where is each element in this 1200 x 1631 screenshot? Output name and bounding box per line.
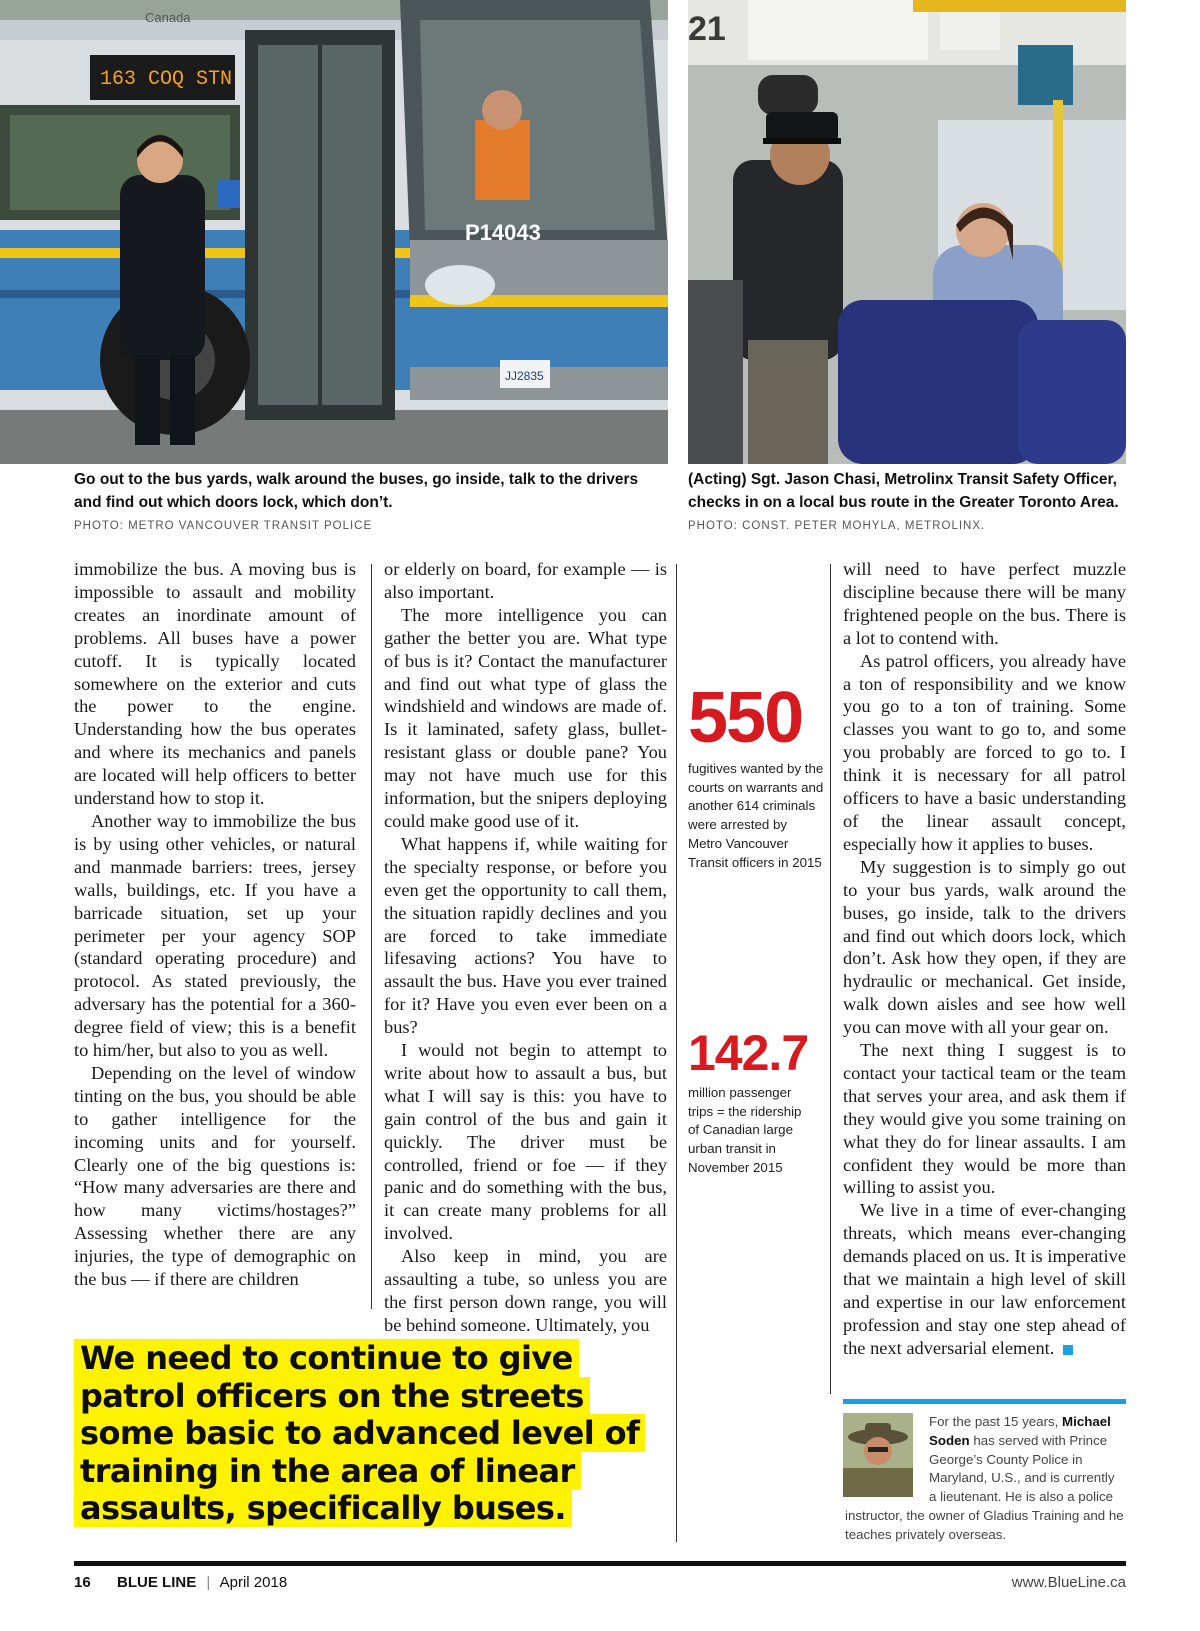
paragraph: Another way to immobilize the bus is by using other vehicles, or natural and manmade barriers: trees, jersey walls, buildings, etc. If you have a barricade situation, set up your perimeter per your agency SOP (standard operating procedure) and protocol. As stated previously, the adversary has the potential for a 360-degree field of view; this is a benefit to him/her, but also to you as well. <box>74 810 356 1061</box>
pull-quote <box>74 1340 674 1528</box>
destination-sign: 163 COQ STN <box>100 68 233 91</box>
end-mark-icon <box>1063 1345 1073 1355</box>
article-column-2 <box>384 558 667 1337</box>
bus-brand-text: Canada <box>145 10 191 25</box>
paragraph: Depending on the level of window tinting on the bus, you should be able to gather intelligence for the incoming units and for yourself. Clearly one of the big questions is: “How many adversaries are there and how many victims/hostages?” Assessing whether there are any injuries, the type of demographic on the bus — if there are children <box>74 1062 356 1290</box>
paragraph: immobilize the bus. A moving bus is impossible to assault and mobility creates an inordinate amount of problems. All buses have a power cutoff. It is typically located somewhere on the exterior and cuts the power to the engine. Understanding how the bus operates and where its mechanics and panels are located will help officers to better understand how to stop it. <box>74 559 356 809</box>
column-divider <box>676 564 677 1542</box>
paragraph: I would not begin to attempt to write about how to assault a bus, but what I will say is this: you have to gain control of the bus and gain it quickly. The driver must be controlled, friend or foe — if they panic and do something with the bus, it can create many problems for all involved. <box>384 1040 667 1244</box>
paragraph: What happens if, while waiting for the specialty response, or before you even get the opportunity to call them, the situation rapidly declines and you are forced to take immediate lifesaving actions? You have to assault the bus. Have you ever trained for it? Have you even ever been on a bus? <box>384 833 667 1038</box>
column-divider <box>371 564 372 1309</box>
footer-rule <box>74 1561 1126 1566</box>
paragraph: Also keep in mind, you are assaulting a tube, so unless you are the first person down range, you will be behind someone. Ultimately, you <box>384 1246 667 1335</box>
stat-number-fugitives: 550 <box>688 678 803 758</box>
column-divider <box>830 564 831 1394</box>
stat-number-ridership: 142.7 <box>688 1025 809 1081</box>
paragraph: My suggestion is to simply go out to your bus yards, walk around the buses, go inside, talk to the drivers and find out which doors lock, which don’t. Ask how they open, if they are hydraulic or mechanical. Get inside, walk down aisles and see how well you can move with all your gear on. <box>843 856 1126 1038</box>
paragraph: will need to have perfect muzzle discipline because there will be many frightened people on the bus. There is a lot to contend with. <box>843 559 1126 648</box>
article-column-4 <box>843 558 1126 1360</box>
footer-separator: | <box>206 1574 211 1591</box>
photo-bus-exterior <box>0 0 668 464</box>
footer-website: www.BlueLine.ca <box>1011 1574 1126 1591</box>
footer-left <box>74 1574 287 1591</box>
paragraph: The next thing I suggest is to contact your tactical team or the team that serves your area, and ask them if they would give you some training on what they do for linear assaults. I am confident they would be more than willing to assist you. <box>843 1040 1126 1198</box>
article-column-1 <box>74 558 356 1291</box>
issue-date: April 2018 <box>219 1574 288 1591</box>
right-photo-caption: (Acting) Sgt. Jason Chasi, Metrolinx Transit Safety Officer, checks in on a local bus route in the Greater Toronto Area. <box>688 471 1119 511</box>
license-plate: JJ2835 <box>505 369 544 383</box>
right-photo-credit: PHOTO: CONST. PETER MOHYLA, METROLINX. <box>688 520 986 532</box>
bio-prefix: For the past 15 years, <box>929 1414 1059 1429</box>
author-bio <box>845 1413 1125 1545</box>
final-paragraph-text: We live in a time of ever-changing threats, which means ever-changing demands placed on us. It is imperative that we maintain a high level of skill and expertise in our law enforcement profession and stay one step ahead of the next adversarial element. <box>843 1200 1126 1358</box>
magazine-name: BLUE LINE <box>117 1574 197 1591</box>
bus-exterior-illustration <box>0 0 668 464</box>
paragraph <box>843 1199 1126 1359</box>
paragraph: As patrol officers, you already have a ton of responsibility and we know you go to a ton of training. Some classes you want to go to, and some you probably are forced to go to. I think it is necessary for all patrol officers to have a basic understanding of the linear assault concept, especially how it applies to buses. <box>843 650 1126 854</box>
bio-suffix: has served with Prince George’s County Police in Maryland, U.S., and is currently a lieutenant. He is also a police instructor, the owner of Gladius Training and he teaches privately overseas. <box>845 1432 1124 1542</box>
pull-quote-text: We need to continue to give patrol officers on the streets some basic to advanced level of training in the area of linear assaults, specifically buses. <box>74 1339 645 1527</box>
stat-text-fugitives: fugitives wanted by the courts on warrants and another 614 criminals were arrested by Metro Vancouver Transit officers in 2015 <box>688 761 824 870</box>
bus-interior-illustration <box>688 0 1126 464</box>
left-photo-credit: PHOTO: METRO VANCOUVER TRANSIT POLICE <box>74 520 373 532</box>
page-number: 16 <box>74 1574 91 1591</box>
bio-photo-spacer <box>845 1413 929 1501</box>
paragraph: The more intelligence you can gather the better you are. What type of bus is it? Contact the manufacturer and find out what type of glass the windshield and windows are made of. Is it laminated, safety glass, bullet-resistant glass or double pane? You may not have much use for this information, but the snipers deploying could make good use of it. <box>384 604 667 831</box>
bio-top-rule <box>843 1399 1126 1404</box>
paragraph: or elderly on board, for example — is also important. <box>384 559 667 602</box>
bio-author-name: Michael Soden <box>929 1414 1111 1448</box>
photo-bus-interior <box>688 0 1126 464</box>
bus-number: P14043 <box>465 220 541 245</box>
interior-bus-number: 21 <box>688 10 726 48</box>
stat-text-ridership: million passenger trips = the ridership of Canadian large urban transit in November 2015 <box>688 1085 802 1175</box>
left-photo-caption: Go out to the bus yards, walk around the buses, go inside, talk to the drivers and find out which doors lock, which don’t. <box>74 471 639 511</box>
